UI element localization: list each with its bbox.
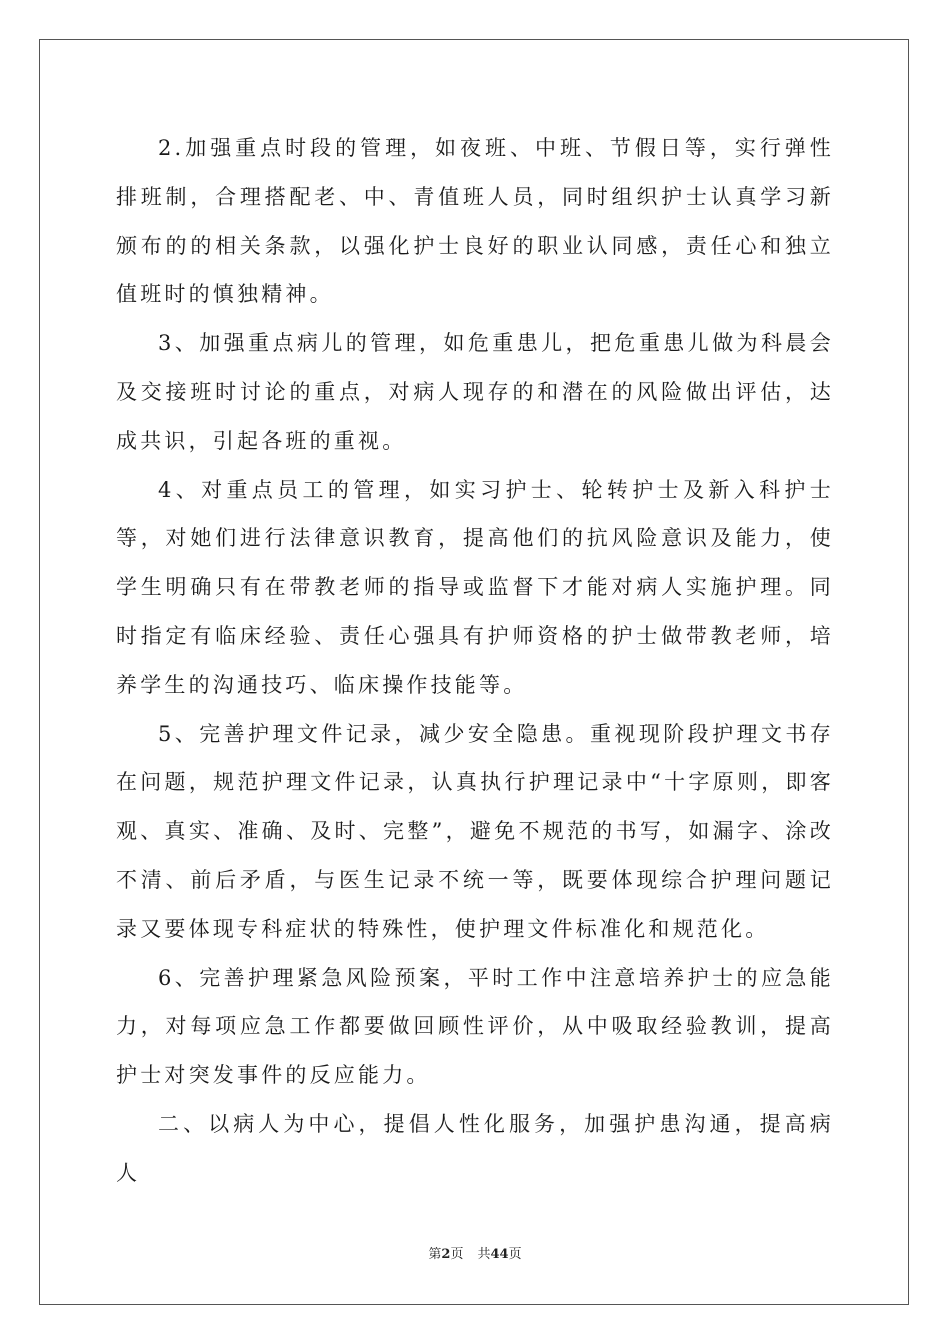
total-pages: 44 [490,1247,509,1262]
total-suffix: 页 [508,1247,522,1262]
paragraph-4: 5、完善护理文件记录，减少安全隐患。重视现阶段护理文书存在问题，规范护理文件记录，认真执行护理记录中“十字原则，即客观、真实、准确、及时、完整”，避免不规范的书写，如漏字、涂改不清、前后矛盾，与医生记录不统一等，既要体现综合护理问题记录又要体现专科症状的特殊性，使护理文件标准化和规范化。 [116,721,834,941]
document-body [116,124,834,1198]
paragraph-5: 6、完善护理紧急风险预案，平时工作中注意培养护士的应急能力，对每项应急工作都要做回顾性评价，从中吸取经验教训，提高护士对突发事件的反应能力。 [116,965,834,1088]
page-number: 2 [441,1247,451,1262]
paragraph-3: 4、对重点员工的管理，如实习护士、轮转护士及新入科护士等，对她们进行法律意识教育，提高他们的抗风险意识及能力，使学生明确只有在带教老师的指导或监督下才能对病人实施护理。同时指定有临床经验、责任心强具有护师资格的护士做带教老师，培养学生的沟通技巧、临床操作技能等。 [116,477,834,697]
page-prefix: 第 [428,1247,442,1262]
paragraph-1: 2.加强重点时段的管理，如夜班、中班、节假日等，实行弹性排班制，合理搭配老、中、青值班人员，同时组织护士认真学习新颁布的的相关条款，以强化护士良好的职业认同感，责任心和独立值班时的慎独精神。 [116,136,834,307]
paragraph-6: 二、以病人为中心，提倡人性化服务，加强护患沟通，提高病人 [116,1111,834,1185]
page-suffix: 页 [450,1247,464,1262]
total-prefix: 共 [477,1247,491,1262]
page-footer [0,1246,950,1264]
paragraph-2: 3、加强重点病儿的管理，如危重患儿，把危重患儿做为科晨会及交接班时讨论的重点，对病人现存的和潜在的风险做出评估，达成共识，引起各班的重视。 [116,331,834,453]
